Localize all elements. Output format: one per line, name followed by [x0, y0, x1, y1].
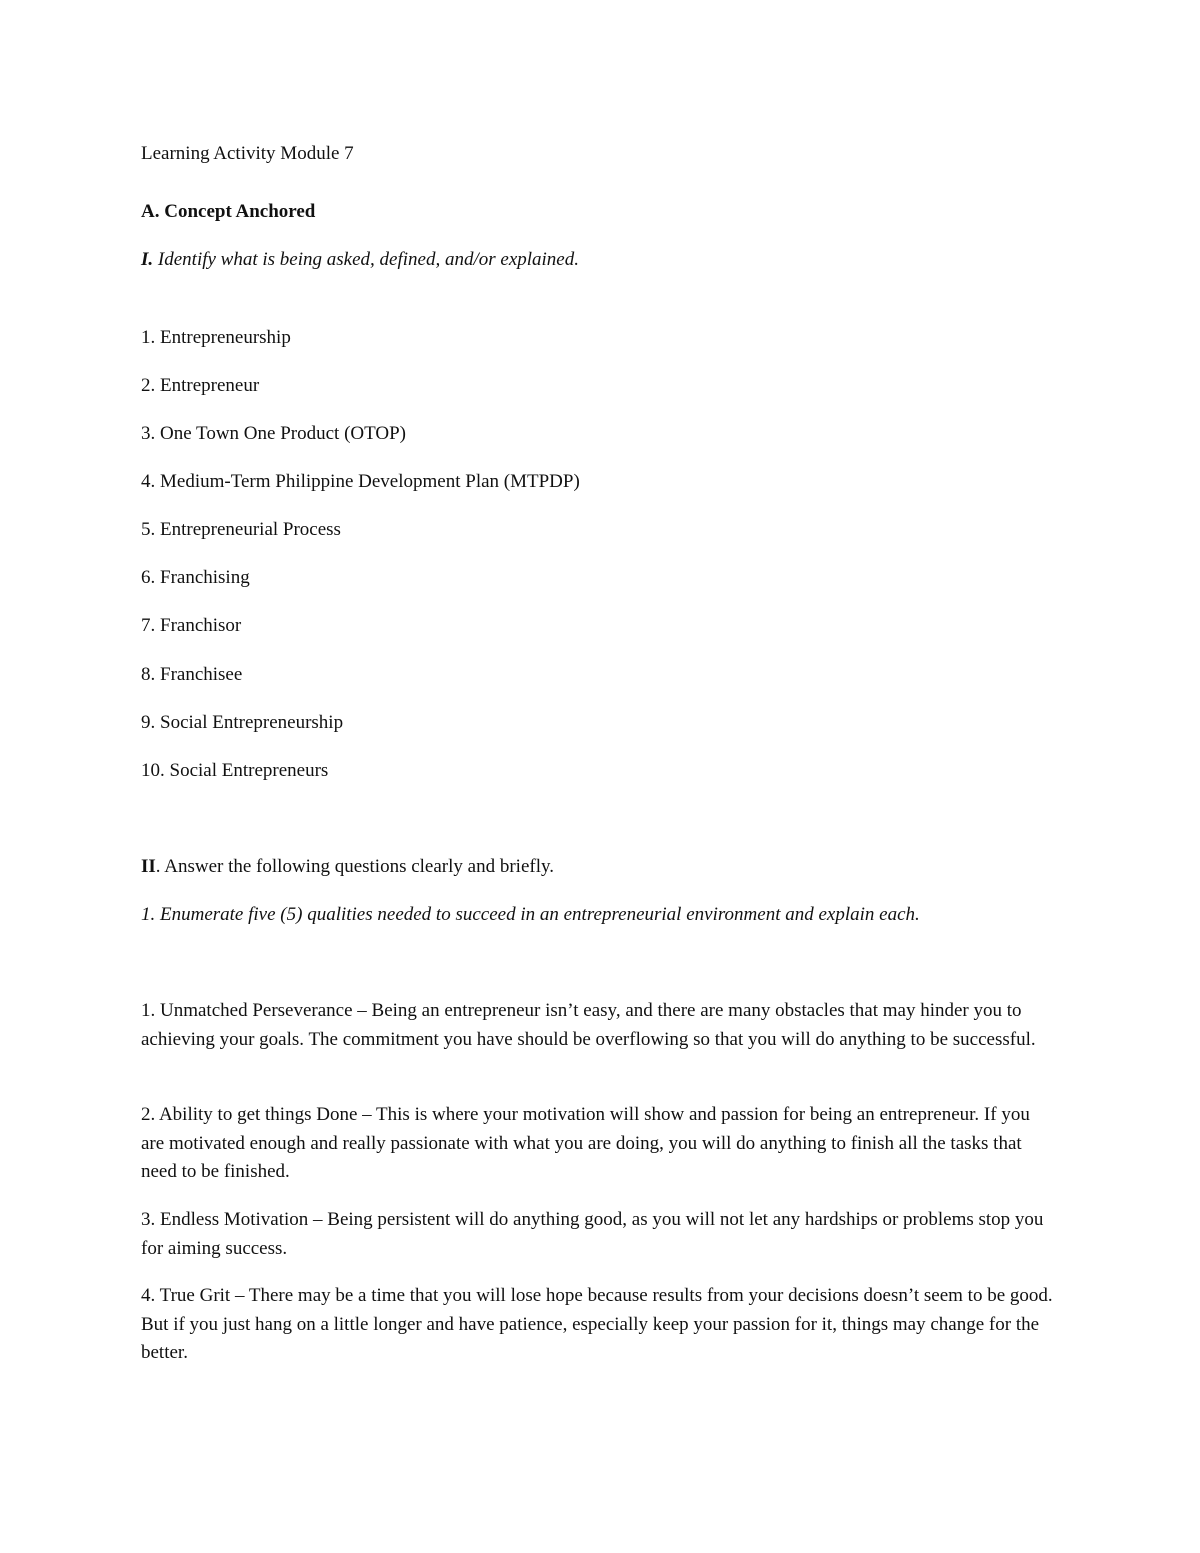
part1-label: I. [141, 249, 154, 270]
list-item: 7. Franchisor [141, 615, 242, 636]
list-item: 6. Franchising [141, 567, 250, 588]
part1-instruction [141, 248, 579, 272]
list-item: 4. Medium-Term Philippine Development Plan (MTPDP) [141, 471, 580, 492]
list-item: 2. Entrepreneur [141, 375, 260, 396]
document-page [141, 0, 1061, 1553]
answer-paragraph: 4. True Grit – There may be a time that you will lose hope because results from your decisions doesn’t seem to be good. But if you just hang on a little longer and have patience, especially keep your passion for it, things may change for the better. [141, 1285, 1053, 1363]
list-item: 1. Entrepreneurship [141, 327, 291, 348]
question-1: 1. Enumerate five (5) qualities needed to succeed in an entrepreneurial environment and explain each. [141, 904, 920, 925]
section-a-heading: A. Concept Anchored [141, 201, 316, 222]
answer-paragraph: 3. Endless Motivation – Being persistent will do anything good, as you will not let any hardships or problems stop you for aiming success. [141, 1209, 1044, 1259]
list-item: 5. Entrepreneurial Process [141, 519, 341, 540]
answer-paragraph: 2. Ability to get things Done – This is where your motivation will show and passion for being an entrepreneur. If you are motivated enough and really passionate with what you are doing, you will do anything to finish all the tasks that need to be finished. [141, 1104, 1030, 1182]
document-title: Learning Activity Module 7 [141, 143, 354, 164]
part2-instruction-text: . Answer the following questions clearly and briefly. [155, 856, 554, 877]
list-item: 10. Social Entrepreneurs [141, 760, 329, 781]
list-item: 9. Social Entrepreneurship [141, 712, 344, 733]
list-item: 3. One Town One Product (OTOP) [141, 423, 406, 444]
answer-paragraph: 1. Unmatched Perseverance – Being an entrepreneur isn’t easy, and there are many obstacles that may hinder you to achieving your goals. The commitment you have should be overflowing so that you will do anything to be successful. [141, 1000, 1036, 1050]
part2-instruction [141, 855, 554, 879]
part2-label: II [141, 856, 156, 877]
part1-instruction-text: Identify what is being asked, defined, and/or explained. [153, 249, 579, 270]
list-item: 8. Franchisee [141, 664, 243, 685]
